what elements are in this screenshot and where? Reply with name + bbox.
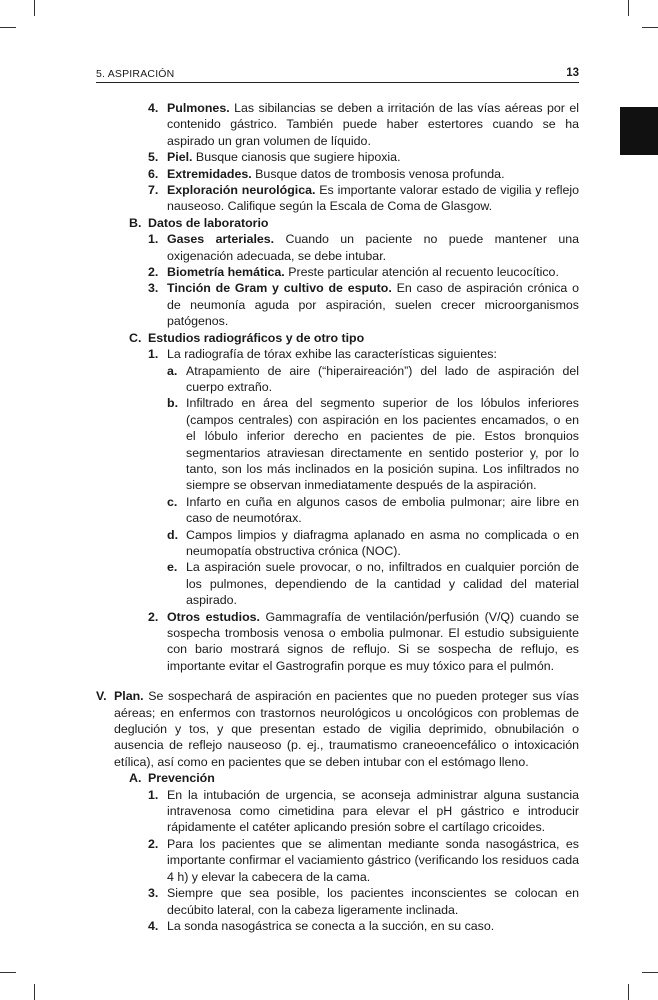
item-text: Infarto en cuña en algunos casos de embolia pulmonar; aire libre en caso de neumotórax. [186,494,579,526]
crop-mark [628,984,629,1000]
item-text: Infiltrado en área del segmento superior de los lóbulos inferiores (campos centrales) con aspiración en los pacientes encamados, o en el lóbulo inferior derecho en pacientes de pie. Estos bronquios segmentarios atraviesan directamente en sentido posterior y, por lo tanto, son los más inclinados en la posición supina. Los infiltrados no siempre se observan inmediatamente después de la aspiración. [186,396,579,493]
item-lead: Otros estudios. [167,609,260,624]
running-header [96,66,579,83]
item-lead: Tinción de Gram y cultivo de esputo. [167,281,392,296]
item-marker: 1. [148,347,159,362]
item-marker: B. [129,215,142,230]
list-item [96,609,579,675]
crop-mark [34,0,35,16]
item-marker: 5. [148,150,159,165]
item-text: En la intubación de urgencia, se aconseja administrar alguna sustancia intravenosa como cimetidina para elevar el pH gástrico e introducir rápidamente el catéter aplicando presión sobre el cartílago cricoides. [167,787,579,835]
crop-mark [642,972,658,973]
crop-mark [34,984,35,1000]
list-item [96,264,579,280]
item-text: La aspiración suele provocar, o no, infiltrados en cualquier porción de los pulmones, dependiendo de la cantidad y calidad del material aspirado. [186,560,579,608]
crop-mark [642,27,658,28]
item-marker: a. [167,363,178,378]
item-marker: V. [96,689,107,704]
list-item [96,231,579,264]
list-item [96,688,579,770]
item-text: Atrapamiento de aire (“hiperaireación”) del lado de aspiración del cuerpo extraño. [186,363,579,394]
list-item [96,836,579,885]
page-body [96,100,579,934]
list-item [96,166,579,182]
item-text: Gammagrafía de ventilación/perfusión (V/Q) cuando se sospecha trombosis venosa o embolia pulmonar. El estudio subsiguiente con bario mostrará signos de reflujo. Si se sospecha de reflujo, es importante evitar el Gastrografin porque es muy tóxico para el pulmón. [167,609,579,673]
item-lead: Piel. [167,150,193,165]
item-text: La sonda nasogástrica se conecta a la succión, en su caso. [167,918,495,933]
item-lead: Plan. [114,689,144,704]
item-text: Para los pacientes que se alimentan mediante sonda nasogástrica, es importante confirmar el vaciamiento gástrico (verificando los residuos cada 4 h) y elevar la cabecera de la cama. [167,836,579,884]
list-item [96,363,579,396]
item-marker: b. [167,396,179,411]
item-text: Estudios radiográficos y de otro tipo [148,330,365,345]
section-heading [96,770,579,786]
item-lead: Exploración neurológica. [167,183,316,198]
item-marker: 6. [148,166,159,181]
item-marker: 2. [148,836,159,851]
item-text: Cuando un paciente no puede mantener una oxigenación adecuada, se debe intubar. [167,232,579,263]
crop-mark [0,972,16,973]
list-item [96,346,579,362]
list-item [96,918,579,934]
item-marker: 1. [148,232,159,247]
item-text: Siempre que sea posible, los pacientes inconscientes se colocan en decúbito lateral, con la cabeza ligeramente inclinada. [167,886,579,917]
crop-mark [0,27,16,28]
chapter-thumb-tab [620,107,658,155]
item-text: Las sibilancias se deben a irritación de las vías aéreas por el contenido gástrico. También puede haber estertores cuando se ha aspirado un gran volumen de líquido. [167,101,579,148]
section-heading [96,330,579,346]
item-marker: e. [167,560,178,575]
item-marker: 4. [148,918,159,933]
item-text: Busque datos de trombosis venosa profunda. [251,166,505,181]
section-heading [96,215,579,231]
item-text: Se sospechará de aspiración en pacientes que no pueden proteger sus vías aéreas; en enfermos con trastornos neurológicos u oncológicos con problemas de deglución y tos, y que presentan estado de vigilia deprimido, obnubilación o ausencia de reflejo nauseoso (p. ej., traumatismo craneoencefálico o intoxicación etílica), así como en pacientes que se deben intubar con el estómago lleno. [114,689,579,769]
page-number: 13 [566,67,579,79]
item-marker: 2. [148,609,159,624]
item-text: Prevención [148,771,215,786]
item-marker: 3. [148,281,159,296]
list-item [96,559,579,608]
list-item [96,182,579,215]
item-marker: 3. [148,886,159,901]
list-item [96,395,579,493]
list-item [96,787,579,836]
list-item [96,885,579,918]
item-marker: 1. [148,787,159,802]
item-text: La radiografía de tórax exhibe las características siguientes: [167,347,497,362]
item-text: Busque cianosis que sugiere hipoxia. [192,150,401,165]
item-marker: 7. [148,183,159,198]
item-text: Datos de laboratorio [148,215,269,230]
item-text: En caso de aspiración crónica o de neumonía aguda por aspiración, suelen crecer microorganismos patógenos. [167,281,580,329]
item-text: Es importante valorar estado de vigilia y reflejo nauseoso. Califique según la Escala de Coma de Glasgow. [167,183,579,214]
item-marker: c. [167,494,178,509]
crop-mark [628,0,629,16]
item-marker: d. [167,527,179,542]
item-text: Preste particular atención al recuento leucocítico. [284,265,559,280]
list-item [96,100,579,149]
item-lead: Biometría hemática. [167,265,285,280]
item-marker: 2. [148,265,159,280]
item-text: Campos limpios y diafragma aplanado en asma no complicada o en neumopatía obstructiva crónica (NOC). [186,527,579,558]
section-title: 5. ASPIRACIÓN [96,68,175,80]
item-marker: C. [129,330,142,345]
item-lead: Gases arteriales. [167,232,275,247]
item-lead: Extremidades. [167,166,252,181]
item-marker: A. [129,771,142,786]
list-item [96,494,579,527]
list-item [96,280,579,329]
list-item [96,149,579,165]
item-lead: Pulmones. [167,101,230,115]
item-marker: 4. [148,101,159,115]
list-item [96,527,579,560]
